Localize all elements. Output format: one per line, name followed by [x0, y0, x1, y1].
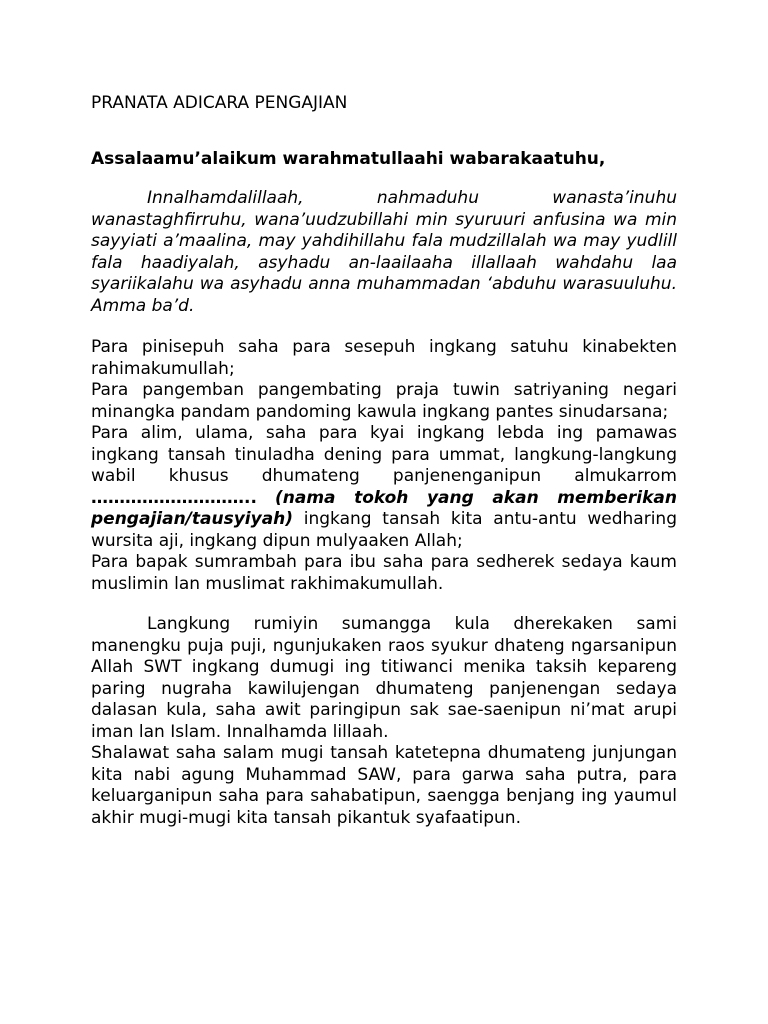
speaker-name-placeholder: ………………………..	[91, 487, 257, 508]
document-body	[91, 92, 677, 829]
speaker-note: (nama tokoh yang akan memberikan pengajian/tausyiyah)	[91, 487, 677, 529]
greeting: Assalaamu’alaikum warahmatullaahi wabarakaatuhu,	[91, 149, 606, 169]
address-ulama	[91, 423, 677, 552]
praise-paragraph: Langkung rumiyin sumangga kula dherekaken sami manengku puja puji, ngunjukaken raos syukur dhateng ngarsanipun Allah SWT ingkang dumugi ing titiwanci menika taksih kepareng paring nugraha kawilujengan dhumateng panjenengan sedaya dalasan kula, saha awit paringipun sak sae-saenipun ni’mat arupi iman lan Islam. Innalhamda lillaah.	[91, 614, 677, 742]
address-ulama-text: Para alim, ulama, saha para kyai ingkang lebda ing pamawas ingkang tansah tinuladha dening para ummat, langkung-langkung wabil khusus dhumateng panjenenganipun almukarrom	[91, 423, 677, 486]
opening-prayer: Innalhamdalillaah, nahmaduhu wanasta’inuhu wanastaghfirruhu, wana’uudzubillahi min syuruuri anfusina wa min sayyiati a’maalina, may yahdihillahu fala mudzillalah wa may yudlill fala haadiyalah, asyhadu an-laailaaha illallaah wahdahu laa syariikalahu wa asyhadu anna muhammadan ‘abduhu warasuuluhu. Amma ba’d.	[91, 188, 677, 316]
shalawat-paragraph: Shalawat saha salam mugi tansah katetepna dhumateng junjungan kita nabi agung Muhammad SAW, para garwa saha putra, para keluarganipun saha para sahabatipun, saengga benjang ing yaumul akhir mugi-mugi kita tansah pikantuk syafaatipun.	[91, 743, 677, 828]
document-title: PRANATA ADICARA PENGAJIAN	[91, 93, 348, 113]
address-ulama-end: ingkang tansah kita antu-antu wedharing wursita aji, ingkang dipun mulyaaken Allah;	[91, 509, 678, 551]
address-congregation: Para bapak sumrambah para ibu saha para sedherek sedaya kaum muslimin lan muslimat rakhimakumullah.	[91, 552, 677, 594]
address-elders: Para pinisepuh saha para sesepuh ingkang satuhu kinabekten rahimakumullah;	[91, 337, 677, 379]
address-officials: Para pangemban pangembating praja tuwin satriyaning negari minangka pandam pandoming kawula ingkang pantes sinudarsana;	[91, 380, 677, 422]
